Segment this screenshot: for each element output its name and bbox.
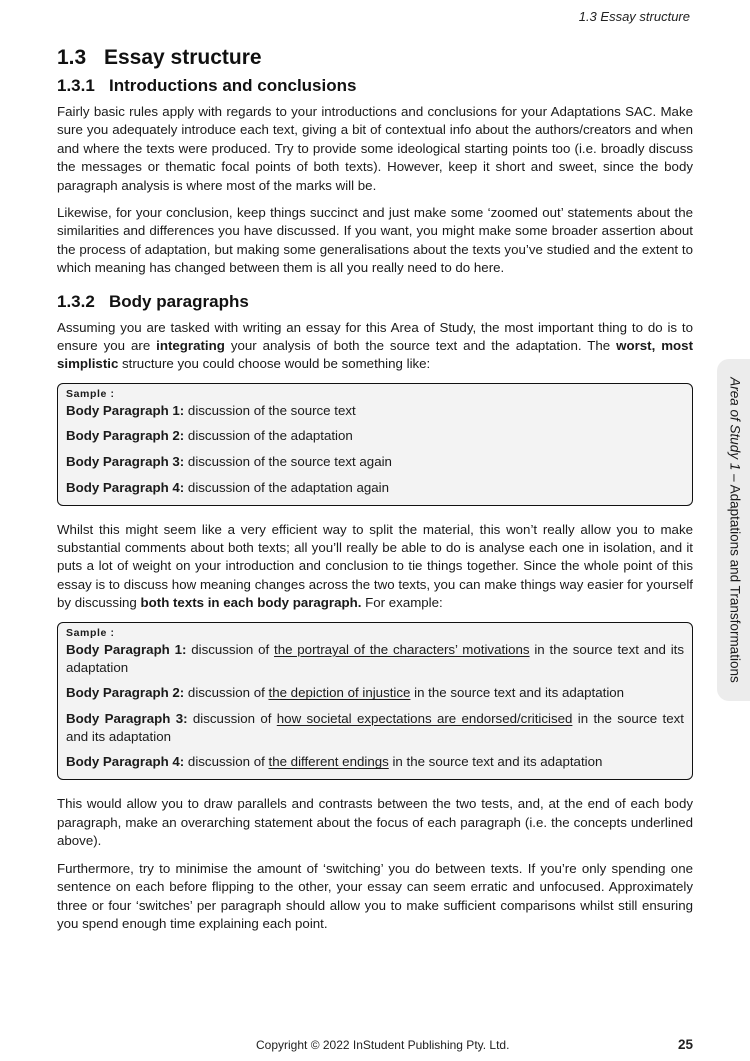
sample-row-text: in the source text and its adaptation	[66, 641, 684, 675]
sample-row	[66, 479, 684, 497]
body-paragraph-4: Furthermore, try to minimise the amount of ‘switching’ you do between texts. If you’re only spending one sentence on each before flipping to the other, your essay can seem erratic and unfocused. Approximately three or four ‘switches’ per paragraph should allow you to make sufficient comparisons whilst still ensuring you spend enough time explaining each point.	[57, 860, 693, 931]
sample-row-label: Body Paragraph 4:	[66, 479, 185, 495]
sample-row-label: Body Paragraph 2:	[66, 685, 185, 701]
sample-row-text: discussion of the adaptation	[184, 428, 353, 444]
subsection-heading-intro	[57, 76, 693, 96]
sample-row-text: in the source text and its adaptation	[410, 685, 625, 701]
side-tab-label	[728, 360, 743, 700]
sample-box-1	[57, 383, 693, 506]
underlined-concept: the portrayal of the characters’ motivations	[274, 641, 530, 657]
copyright-notice: Copyright © 2022 InStudent Publishing Pty. Ltd.	[256, 1038, 510, 1052]
text-run: your analysis of both the source text and the adaptation. The	[224, 338, 617, 354]
sample-title: Sample :	[66, 387, 115, 400]
intro-paragraph-2: Likewise, for your conclusion, keep things succinct and just make some ‘zoomed out’ statements about the similarities and differences you have discussed. If you want, you might make some broader assertion about the process of adaptation, but making some generalisations about the texts you’ve studied and the extent to which meaning has changed between them is all you really need to do here.	[57, 205, 693, 276]
sample-row-text: discussion of the adaptation again	[184, 479, 390, 495]
text-run: structure you could choose would be something like:	[118, 356, 431, 372]
body-paragraph-2	[57, 521, 693, 613]
subsection-number: 1.3.2	[57, 291, 95, 311]
sample-row-label: Body Paragraph 3:	[66, 710, 188, 726]
sample-row	[66, 427, 684, 445]
sample-row-text: discussion of	[184, 754, 269, 770]
underlined-concept: the different endings	[268, 754, 389, 770]
bold-run: both texts in each body paragraph.	[140, 595, 362, 611]
subsection-number: 1.3.1	[57, 76, 95, 95]
text-run: Assuming you are tasked with writing an essay for this Area of Study, the most important thing to do is to ensure you are	[57, 319, 693, 354]
bold-run: worst, most simplistic	[57, 338, 693, 372]
subsection-title: Introductions and conclusions	[109, 76, 357, 95]
sample-title: Sample :	[66, 626, 115, 639]
sample-row	[66, 684, 684, 702]
section-number: 1.3	[57, 46, 87, 69]
page-number: 25	[677, 1037, 693, 1052]
sample-row	[66, 753, 684, 771]
bold-run: integrating	[156, 338, 225, 354]
sample-row-text: discussion of	[186, 641, 274, 657]
sample-row	[66, 402, 684, 420]
body-paragraph-3: This would allow you to draw parallels and contrasts between the two tests, and, at the end of each body paragraph, make an overarching statement about the focus of each paragraph (i.e. the concepts underlined above).	[57, 796, 693, 849]
sample-row-text: discussion of	[187, 710, 277, 726]
sample-row-label: Body Paragraph 1:	[66, 641, 187, 657]
sample-row	[66, 641, 684, 677]
sample-row-label: Body Paragraph 2:	[66, 428, 185, 444]
text-run: For example:	[361, 595, 443, 611]
side-tab-area: Area of Study 1	[727, 377, 743, 471]
underlined-concept: how societal expectations are endorsed/criticised	[276, 710, 573, 726]
sample-row	[66, 710, 684, 746]
section-heading	[57, 46, 693, 70]
section-title: Essay structure	[104, 46, 262, 69]
intro-paragraph-1: Fairly basic rules apply with regards to your introductions and conclusions for your Adaptations SAC. Make sure you adequately introduce each text, giving a bit of contextual info about the authors/creators and when and where the texts were produced. Try to provide some ideological starting points too (i.e. broadly discuss the messages or thematic focal points of both texts). However, keep it short and sweet, since the body paragraph analysis is where most of the marks will be.	[57, 104, 693, 193]
sample-row-label: Body Paragraph 4:	[66, 754, 185, 770]
sample-row	[66, 453, 684, 471]
sample-box-2	[57, 622, 693, 781]
side-tab-topic: – Adaptations and Transformations	[727, 470, 743, 683]
running-head: 1.3 Essay structure	[578, 9, 690, 24]
sample-row-text: discussion of the source text again	[184, 454, 392, 470]
underlined-concept: the depiction of injustice	[268, 685, 411, 701]
page-content	[57, 46, 693, 942]
sample-row-text: discussion of	[184, 685, 269, 701]
sample-row-label: Body Paragraph 1:	[66, 402, 185, 418]
sample-row-text: in the source text and its adaptation	[66, 710, 684, 744]
body-paragraph-1	[57, 319, 693, 374]
subsection-title: Body paragraphs	[109, 291, 249, 311]
subsection-heading-body	[57, 292, 693, 312]
sample-row-text: in the source text and its adaptation	[388, 754, 603, 770]
text-run: Whilst this might seem like a very efficient way to split the material, this won’t really allow you to make substantial comments about both texts; all you’ll really be able to do is analyse each one in isolation, and it puts a lot of weight on your introduction and conclusion to tie things together. Since the whole point of this essay is to discuss how meaning changes across the two texts, you can make things way easier for yourself by discussing	[57, 521, 693, 611]
sample-row-label: Body Paragraph 3:	[66, 454, 185, 470]
sample-row-text: discussion of the source text	[184, 402, 356, 418]
